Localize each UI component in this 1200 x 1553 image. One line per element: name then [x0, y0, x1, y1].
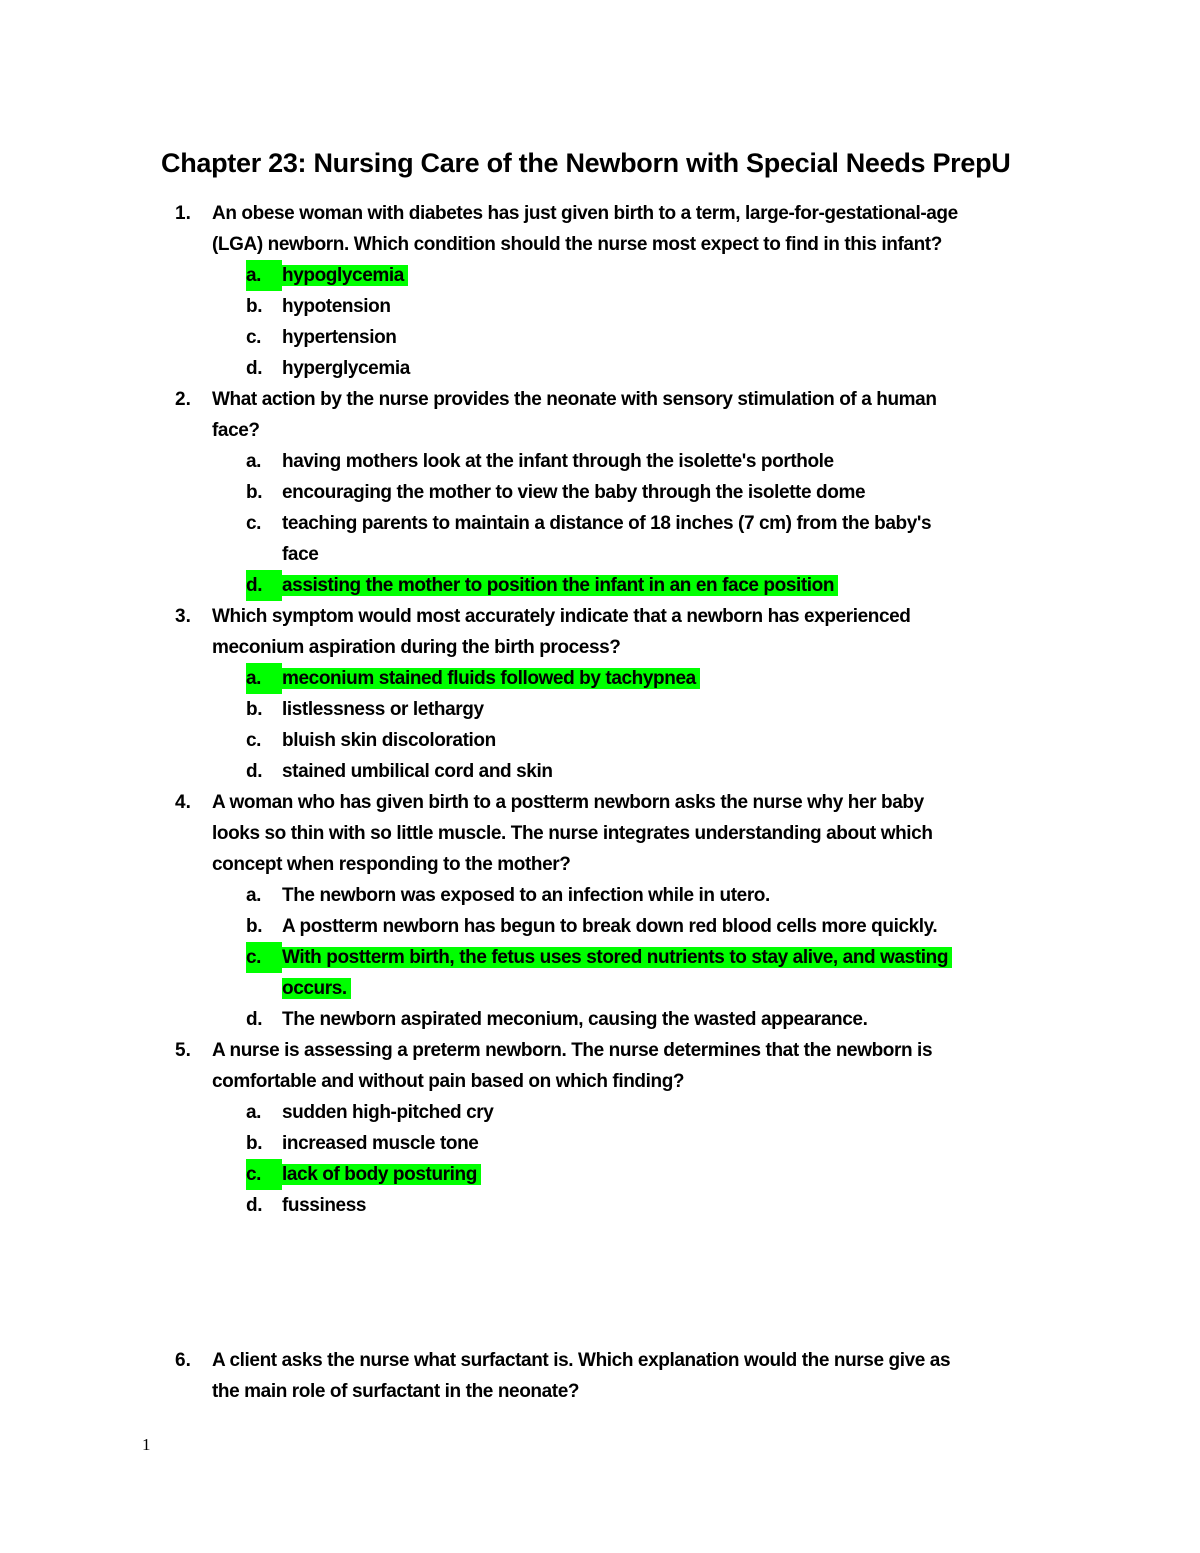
option-letter: d. [246, 1009, 263, 1030]
option-letter: c. [246, 327, 262, 348]
question-text-line: face? [212, 420, 260, 441]
option-text-line: teaching parents to maintain a distance of 18 inches (7 cm) from the baby's [282, 513, 932, 534]
option-text [282, 260, 1062, 291]
question-number: 5. [175, 1040, 191, 1061]
question-text [212, 198, 1062, 260]
question-text-line: (LGA) newborn. Which condition should the nurse most expect to find in this infant? [212, 234, 942, 255]
question-text-line: the main role of surfactant in the neonate? [212, 1381, 580, 1402]
option-letter: b. [246, 482, 263, 503]
option-text [282, 477, 1062, 508]
option-text [282, 1097, 1062, 1128]
option-text-line: lack of body posturing [282, 1164, 481, 1185]
question-text [212, 1345, 1062, 1407]
option-text [282, 1190, 1062, 1221]
option-text [282, 911, 1062, 942]
option-letter: c. [246, 942, 282, 973]
question-text-line: What action by the nurse provides the neonate with sensory stimulation of a human [212, 389, 937, 410]
option-text-line: meconium stained fluids followed by tachypnea [282, 668, 700, 689]
question-text [212, 787, 1062, 880]
option-letter: d. [246, 1195, 263, 1216]
option-text-line: having mothers look at the infant through the isolette's porthole [282, 451, 834, 472]
option-text-line: With postterm birth, the fetus uses stored nutrients to stay alive, and wasting [282, 947, 952, 968]
page-title: Chapter 23: Nursing Care of the Newborn with Special Needs PrepU [161, 148, 1011, 178]
option-letter: a. [246, 260, 282, 291]
question-text [212, 1035, 1062, 1097]
option-letter: c. [246, 513, 262, 534]
option-text-line: increased muscle tone [282, 1133, 479, 1154]
option-text-line: The newborn was exposed to an infection while in utero. [282, 885, 770, 906]
option-text [282, 291, 1062, 322]
option-text [282, 1004, 1062, 1035]
option-text-line: stained umbilical cord and skin [282, 761, 553, 782]
question-text [212, 601, 1062, 663]
option-letter: b. [246, 296, 263, 317]
option-text-line: fussiness [282, 1195, 367, 1216]
option-text [282, 756, 1062, 787]
option-text [282, 508, 1062, 570]
option-letter: c. [246, 1159, 282, 1190]
question-text [212, 384, 1062, 446]
question-text-line: looks so thin with so little muscle. The nurse integrates understanding about which [212, 823, 933, 844]
option-text [282, 880, 1062, 911]
option-text [282, 1128, 1062, 1159]
option-text [282, 725, 1062, 756]
option-text [282, 942, 1062, 1004]
option-letter: b. [246, 1133, 263, 1154]
question-text-line: comfortable and without pain based on which finding? [212, 1071, 685, 1092]
option-text-line: listlessness or lethargy [282, 699, 484, 720]
question-text-line: A nurse is assessing a preterm newborn. The nurse determines that the newborn is [212, 1040, 933, 1061]
option-text [282, 446, 1062, 477]
option-letter: d. [246, 761, 263, 782]
option-text-line: occurs. [282, 978, 351, 999]
option-text-line: The newborn aspirated meconium, causing the wasted appearance. [282, 1009, 868, 1030]
option-text-line: hypoglycemia [282, 265, 408, 286]
question-text-line: Which symptom would most accurately indicate that a newborn has experienced [212, 606, 911, 627]
option-letter: b. [246, 916, 263, 937]
option-text-line: sudden high-pitched cry [282, 1102, 494, 1123]
question-number: 2. [175, 389, 191, 410]
option-letter: d. [246, 570, 282, 601]
option-letter: a. [246, 451, 262, 472]
question-number: 3. [175, 606, 191, 627]
option-text [282, 570, 1062, 601]
option-letter: a. [246, 1102, 262, 1123]
option-text [282, 322, 1062, 353]
option-text [282, 1159, 1062, 1190]
option-text [282, 694, 1062, 725]
option-text-line: A postterm newborn has begun to break down red blood cells more quickly. [282, 916, 938, 937]
option-text-line: hypotension [282, 296, 391, 317]
option-text [282, 663, 1062, 694]
option-letter: a. [246, 885, 262, 906]
option-letter: a. [246, 663, 282, 694]
option-letter: d. [246, 358, 263, 379]
question-number: 6. [175, 1350, 191, 1371]
option-letter: b. [246, 699, 263, 720]
question-text-line: A client asks the nurse what surfactant is. Which explanation would the nurse give as [212, 1350, 951, 1371]
page-number: 1 [142, 1435, 151, 1454]
question-text-line: A woman who has given birth to a postterm newborn asks the nurse why her baby [212, 792, 924, 813]
question-text-line: An obese woman with diabetes has just given birth to a term, large-for-gestational-age [212, 203, 958, 224]
question-number: 1. [175, 203, 191, 224]
question-text-line: concept when responding to the mother? [212, 854, 571, 875]
option-letter: c. [246, 730, 262, 751]
question-number: 4. [175, 792, 191, 813]
option-text-line: hypertension [282, 327, 397, 348]
option-text-line: bluish skin discoloration [282, 730, 496, 751]
question-text-line: meconium aspiration during the birth process? [212, 637, 621, 658]
option-text-line: face [282, 544, 319, 565]
option-text [282, 353, 1062, 384]
option-text-line: encouraging the mother to view the baby through the isolette dome [282, 482, 866, 503]
option-text-line: hyperglycemia [282, 358, 410, 379]
option-text-line: assisting the mother to position the infant in an en face position [282, 575, 838, 596]
